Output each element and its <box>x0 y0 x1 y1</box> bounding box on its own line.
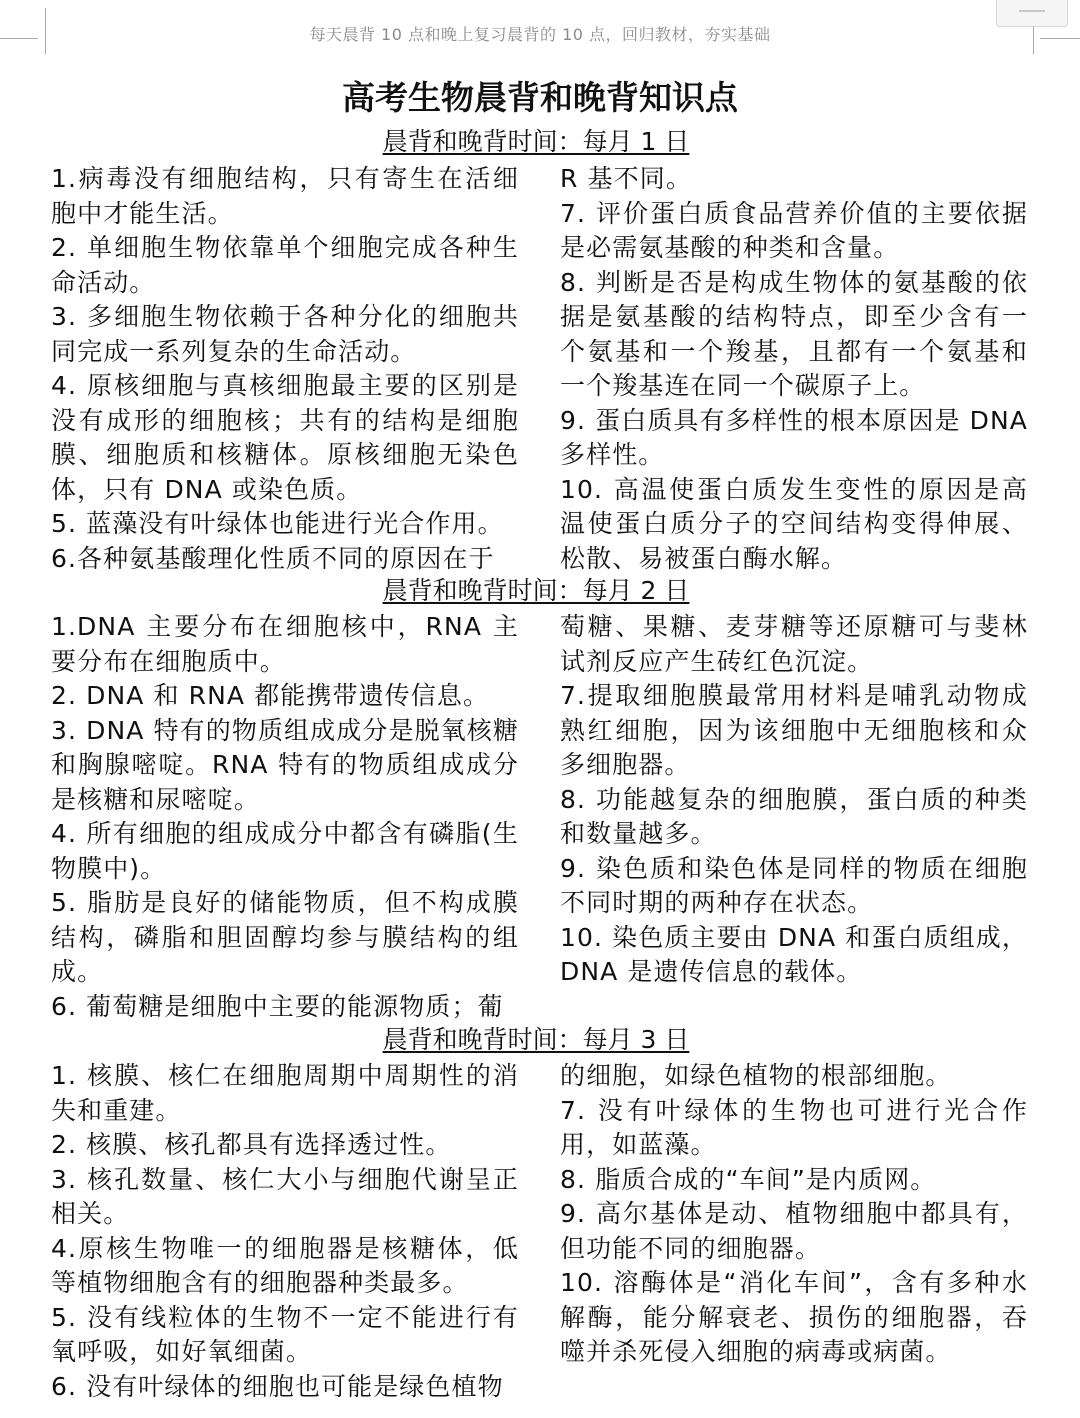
list-item: 10. 溶酶体是“消化车间”，含有多种水解酶，能分解衰老、损伤的细胞器，吞噬并杀死侵入细胞的病毒或病菌。 <box>560 1268 1028 1366</box>
section-heading-day-2: 晨背和晚背时间：每月 2 日 <box>382 576 690 605</box>
list-item: 7.提取细胞膜最常用材料是哺乳动物成熟红细胞，因为该细胞中无细胞核和众多细胞器。 <box>560 681 1028 779</box>
section-1-left-column <box>51 162 519 576</box>
list-item: 8. 功能越复杂的细胞膜，蛋白质的种类和数量越多。 <box>560 784 1028 848</box>
list-item: 5. 没有线粒体的生物不一定不能进行有氧呼吸，如好氧细菌。 <box>51 1302 519 1366</box>
list-item: 1. 核膜、核仁在细胞周期中周期性的消失和重建。 <box>51 1061 519 1125</box>
document-tab[interactable] <box>996 0 1068 27</box>
section-3-right-column <box>560 1059 1028 1370</box>
crop-mark-top-right-h <box>1040 38 1080 39</box>
section-3-left-column <box>51 1059 519 1404</box>
list-item: 3. 核孔数量、核仁大小与细胞代谢呈正相关。 <box>51 1164 519 1228</box>
list-item: 1.病毒没有细胞结构，只有寄生在活细胞中才能生活。 <box>51 164 519 228</box>
section-2-left-column <box>51 610 519 1024</box>
list-item: 4. 所有细胞的组成成分中都含有磷脂(生物膜中)。 <box>51 819 519 883</box>
list-item: 6. 没有叶绿体的细胞也可能是绿色植物 <box>51 1371 504 1401</box>
list-item: 8. 脂质合成的“车间”是内质网。 <box>560 1164 937 1194</box>
list-item: 5. 脂肪是良好的储能物质，但不构成膜结构，磷脂和胆固醇均参与膜结构的组成。 <box>51 888 519 986</box>
crop-mark-top-left-h <box>0 38 38 39</box>
section-2-right-column <box>560 610 1028 990</box>
list-item: 6.各种氨基酸理化性质不同的原因在于 <box>51 543 495 573</box>
list-item: 3. DNA 特有的物质组成成分是脱氧核糖和胸腺嘧啶。RNA 特有的物质组成成分是核糖和尿嘧啶。 <box>51 715 519 814</box>
list-item: 2. DNA 和 RNA 都能携带遗传信息。 <box>51 681 490 710</box>
crop-mark-top-left-v <box>45 8 46 54</box>
list-item: 的细胞，如绿色植物的根部细胞。 <box>560 1061 952 1090</box>
list-item: 4.原核生物唯一的细胞器是核糖体，低等植物细胞含有的细胞器种类最多。 <box>51 1233 519 1297</box>
list-item: 9. 染色质和染色体是同样的物质在细胞不同时期的两种存在状态。 <box>560 853 1028 917</box>
page-header-text: 每天晨背 10 点和晚上复习晨背的 10 点，回归教材，夯实基础 <box>309 25 771 44</box>
section-1-right-column <box>560 162 1028 576</box>
section-heading-day-3: 晨背和晚背时间：每月 3 日 <box>382 1025 690 1054</box>
section-heading-day-1: 晨背和晚背时间：每月 1 日 <box>382 127 690 156</box>
list-item: 萄糖、果糖、麦芽糖等还原糖可与斐林试剂反应产生砖红色沉淀。 <box>560 612 1028 676</box>
list-item: 10. 染色质主要由 DNA 和蛋白质组成，DNA 是遗传信息的载体。 <box>560 922 1028 986</box>
list-item: 3. 多细胞生物依赖于各种分化的细胞共同完成一系列复杂的生命活动。 <box>51 302 519 366</box>
list-item: 2. 单细胞生物依靠单个细胞完成各种生命活动。 <box>51 233 519 297</box>
list-item: 7. 评价蛋白质食品营养价值的主要依据是必需氨基酸的种类和含量。 <box>560 198 1028 262</box>
list-item: R 基不同。 <box>560 164 692 193</box>
list-item: 9. 高尔基体是动、植物细胞中都具有，但功能不同的细胞器。 <box>560 1199 1028 1263</box>
list-item: 4. 原核细胞与真核细胞最主要的区别是没有成形的细胞核；共有的结构是细胞膜、细胞质和核糖体。原核细胞无染色体，只有 DNA 或染色质。 <box>51 371 519 504</box>
page-title: 高考生物晨背和晚背知识点 <box>342 78 738 117</box>
list-item: 5. 蓝藻没有叶绿体也能进行光合作用。 <box>51 509 504 538</box>
list-item: 1.DNA 主要分布在细胞核中，RNA 主要分布在细胞质中。 <box>51 612 519 676</box>
list-item: 7. 没有叶绿体的生物也可进行光合作用，如蓝藻。 <box>560 1095 1028 1159</box>
list-item: 6. 葡萄糖是细胞中主要的能源物质；葡 <box>51 991 504 1021</box>
list-item: 8. 判断是否是构成生物体的氨基酸的依据是氨基酸的结构特点，即至少含有一个氨基和一个羧基，且都有一个氨基和一个羧基连在同一个碳原子上。 <box>560 267 1028 400</box>
list-item: 2. 核膜、核孔都具有选择透过性。 <box>51 1130 452 1159</box>
list-item: 9. 蛋白质具有多样性的根本原因是 DNA 多样性。 <box>560 405 1028 469</box>
list-item: 10. 高温使蛋白质发生变性的原因是高温使蛋白质分子的空间结构变得伸展、松散、易被蛋白酶水解。 <box>560 474 1028 573</box>
